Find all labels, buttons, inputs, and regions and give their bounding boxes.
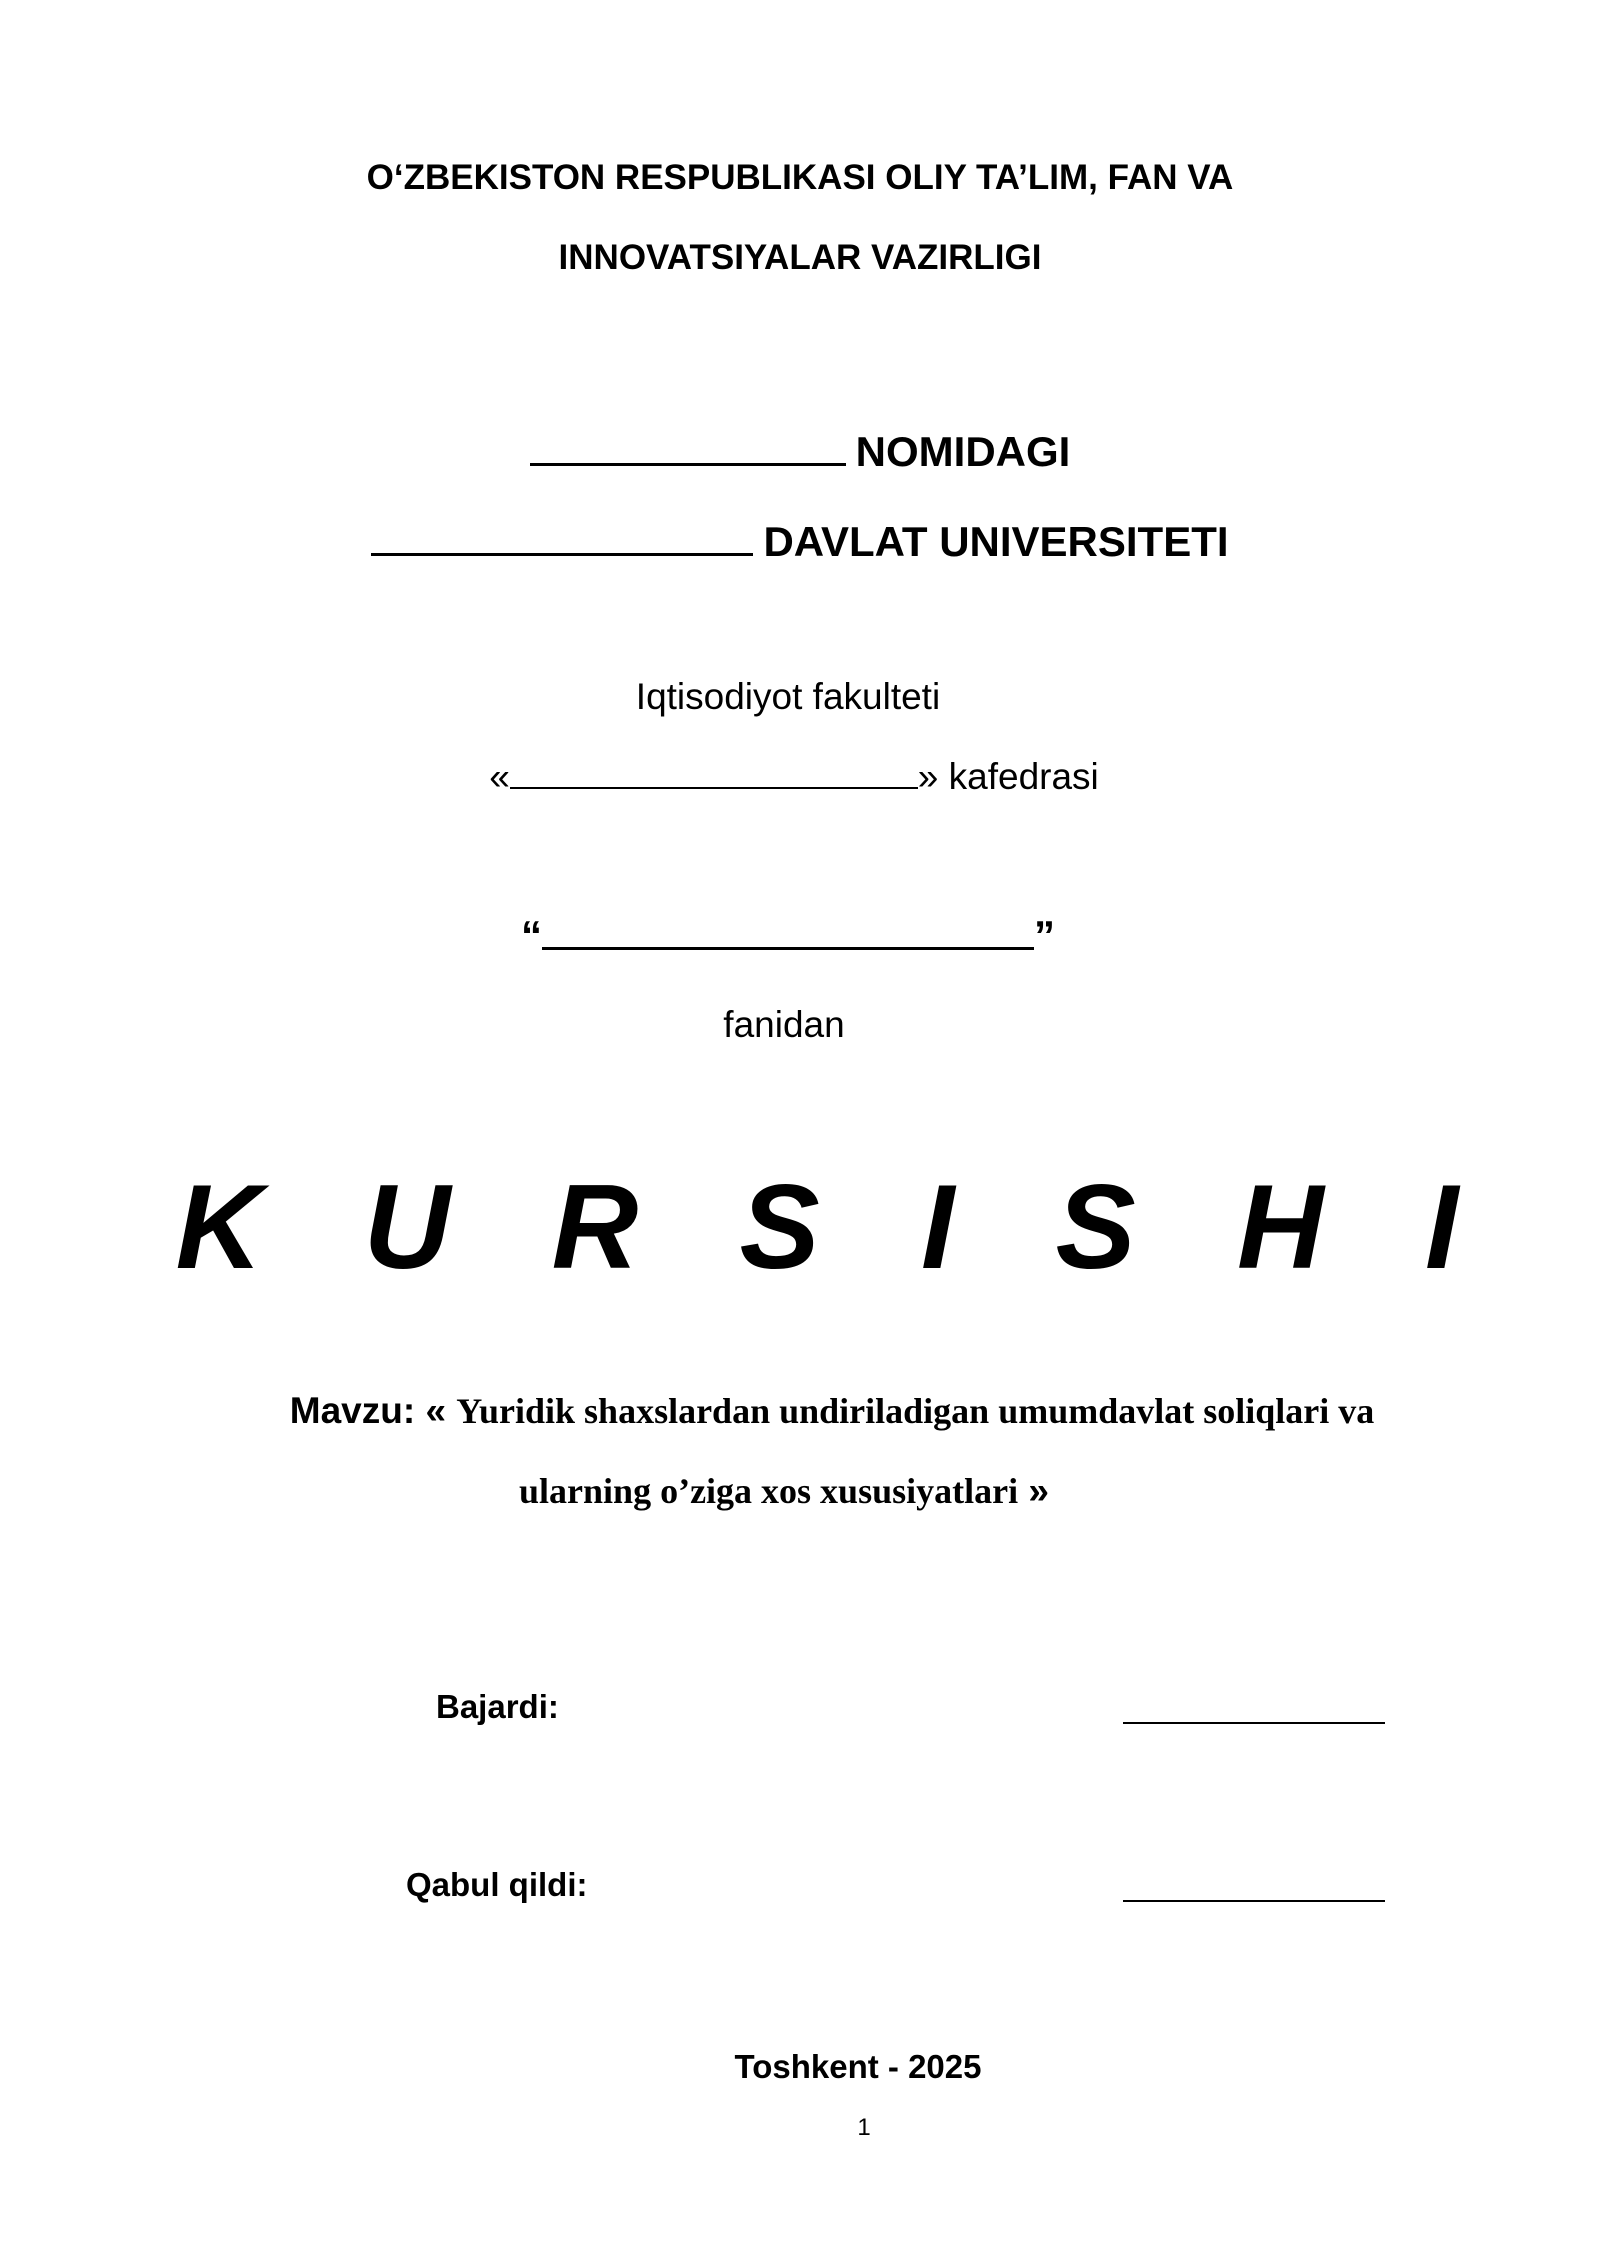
accepted-by-label: Qabul qildi: xyxy=(406,1866,588,1903)
topic-close-quote: » xyxy=(1028,1470,1049,1511)
page-number: 1 xyxy=(857,2114,871,2141)
department-open-quote: « xyxy=(489,756,510,797)
ministry-title-line1: O‘ZBEKISTON RESPUBLIKASI OLIY TA’LIM, FAN VA xyxy=(366,158,1234,197)
topic-open-quote: « xyxy=(425,1390,447,1431)
department-line xyxy=(0,756,1594,798)
subject-name-blank xyxy=(542,913,1034,950)
department-name-blank xyxy=(510,757,918,789)
university-line2-suffix: DAVLAT UNIVERSITETI xyxy=(763,518,1229,565)
subject-open-quote: “ xyxy=(521,912,542,959)
university-line1-suffix: NOMIDAGI xyxy=(855,428,1071,475)
topic-line1 xyxy=(32,1390,1600,1432)
city-year: Toshkent - 2025 xyxy=(734,2048,982,2085)
ministry-title-line2: INNOVATSIYALAR VAZIRLIGI xyxy=(558,238,1042,277)
department-suffix: » kafedrasi xyxy=(917,756,1099,797)
subject-suffix: fanidan xyxy=(723,1004,845,1045)
university-type-blank xyxy=(371,519,753,556)
accepted-by-signature-line xyxy=(1123,1900,1385,1902)
topic-text-line1: Yuridik shaxslardan undiriladigan umumdavlat soliqlari va xyxy=(456,1391,1375,1431)
faculty-name: Iqtisodiyot fakulteti xyxy=(635,676,941,717)
performed-by-signature-line xyxy=(1123,1722,1385,1724)
topic-text-line2: ularning o’ziga xos xususiyatlari xyxy=(519,1471,1019,1511)
university-line2 xyxy=(0,518,1600,566)
subject-close-quote: ” xyxy=(1034,912,1055,959)
topic-line2 xyxy=(0,1470,1584,1512)
university-line1 xyxy=(0,428,1600,476)
document-title: K U R S I S H I xyxy=(175,1160,1493,1294)
topic-label: Mavzu: xyxy=(289,1390,416,1431)
performed-by-label: Bajardi: xyxy=(436,1688,559,1725)
subject-line xyxy=(0,912,1588,960)
university-name-blank xyxy=(530,429,846,466)
